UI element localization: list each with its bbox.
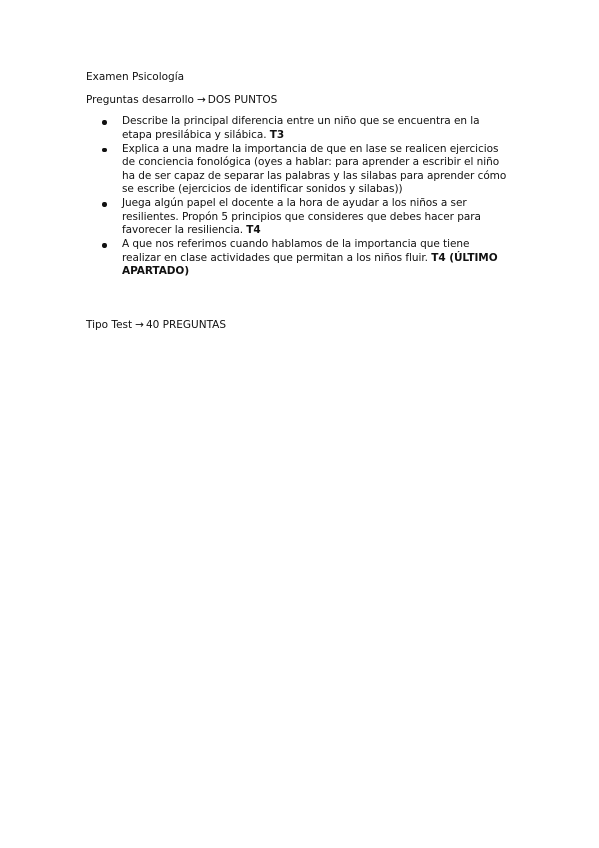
document-title: Examen Psicología: [86, 71, 185, 83]
right-arrow-icon: →: [196, 94, 206, 106]
question-text: Juega algún papel el docente a la hora de ayudar a los niños a ser resilientes. Propón 5 principios que consideres que debes hacer para favorecer la resiliencia.: [122, 197, 481, 236]
right-arrow-icon: →: [135, 319, 144, 331]
question-text: A que nos referimos cuando hablamos de la importancia que tiene realizar en clase actividades que permitan a los niños fluir.: [122, 238, 470, 264]
development-question-list: [102, 115, 508, 279]
question-item: [102, 143, 508, 197]
bullet-icon: [102, 202, 107, 207]
test-section-value: 40 PREGUNTAS: [145, 319, 227, 331]
question-topic-tag: T4: [246, 224, 261, 236]
development-section-label: Preguntas desarrollo: [86, 94, 194, 106]
question-text: Explica a una madre la importancia de que en lase se realicen ejercicios de conciencia fonológica (oyes a hablar: para aprender a escribir el niño ha de ser capaz de separar las palabras y las silabas para aprender cómo se escribe (ejercicios de identificar sonidos y silabas)): [122, 142, 507, 195]
question-topic-tag: T3: [269, 128, 285, 141]
development-section-heading: [86, 94, 277, 107]
bullet-icon: [102, 243, 107, 248]
question-item: [102, 197, 508, 238]
test-section-heading: [86, 319, 226, 332]
test-section-label: Tipo Test: [86, 319, 133, 331]
question-text: Describe la principal diferencia entre un niño que se encuentra en la etapa presilábica y silábica.: [122, 115, 480, 141]
question-item: [102, 238, 508, 279]
development-section-value: DOS PUNTOS: [207, 94, 278, 106]
bullet-icon: [102, 148, 107, 153]
bullet-icon: [102, 120, 107, 125]
question-item: [102, 115, 508, 142]
question-topic-tag: T4 (ÚLTIMO APARTADO): [122, 251, 498, 277]
